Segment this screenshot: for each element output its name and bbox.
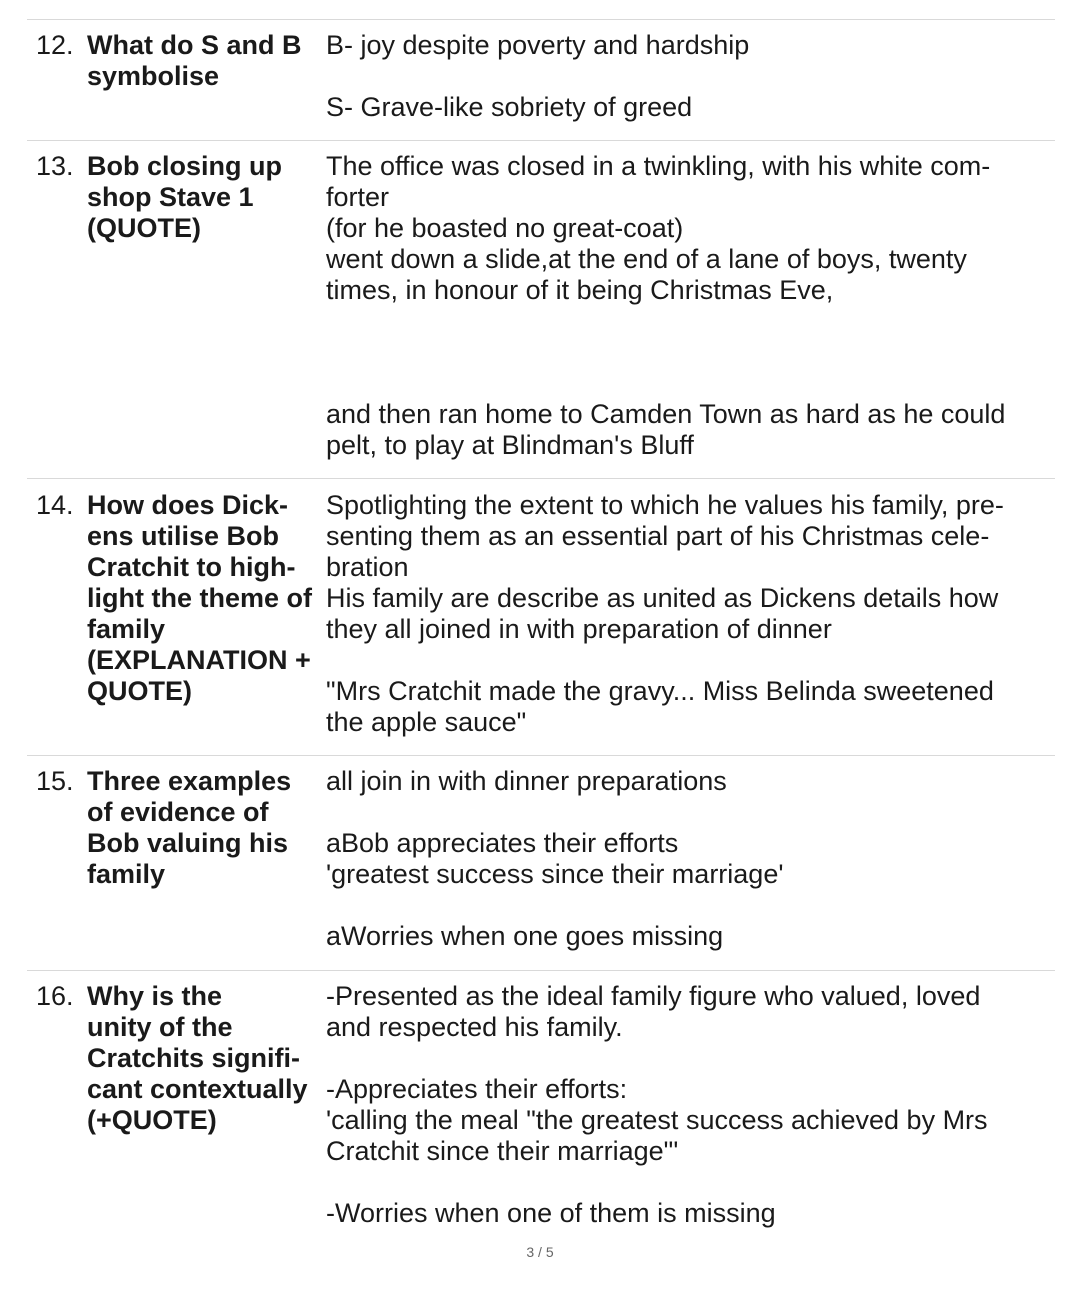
answer-line: senting them as an essential part of his Christmas cele- <box>326 521 990 551</box>
question-line: (EXPLANATION + <box>87 645 311 675</box>
answer-line: pelt, to play at Blindman's Bluff <box>326 430 694 460</box>
answer-line: -Presented as the ideal family figure who valued, loved <box>326 981 981 1011</box>
question-cell <box>87 151 327 244</box>
question-line: unity of the <box>87 1012 233 1042</box>
answer-line: -Appreciates their efforts: <box>326 1074 628 1104</box>
question-line: QUOTE) <box>87 676 192 706</box>
question-cell <box>87 981 327 1136</box>
answer-line: 'greatest success since their marriage' <box>326 859 784 889</box>
row-number: 13. <box>36 151 74 181</box>
row-number: 15. <box>36 766 74 796</box>
answer-line: Cratchit since their marriage"' <box>326 1136 679 1166</box>
question-line: Cratchit to high- <box>87 552 296 582</box>
row-divider <box>27 755 1055 756</box>
row-divider <box>27 970 1055 971</box>
question-line: How does Dick- <box>87 490 289 520</box>
answer-line: aBob appreciates their efforts <box>326 828 679 858</box>
question-line: Bob valuing his <box>87 828 289 858</box>
question-line: symbolise <box>87 61 220 91</box>
question-cell <box>87 30 327 92</box>
question-cell <box>87 766 327 890</box>
answer-line: The office was closed in a twinkling, with his white com- <box>326 151 991 181</box>
row-divider <box>27 478 1055 479</box>
answer-cell <box>326 30 1046 123</box>
answer-line: B- joy despite poverty and hardship <box>326 30 750 60</box>
row-number: 16. <box>36 981 74 1011</box>
answer-line: aWorries when one goes missing <box>326 921 724 951</box>
question-cell <box>87 490 327 707</box>
answer-line: "Mrs Cratchit made the gravy... Miss Belinda sweetened <box>326 676 994 706</box>
answer-line: and respected his family. <box>326 1012 623 1042</box>
row-number: 12. <box>36 30 74 60</box>
answer-cell <box>326 151 1046 461</box>
question-line: family <box>87 614 166 644</box>
answer-line: times, in honour of it being Christmas Eve, <box>326 275 834 305</box>
question-line: cant contextually <box>87 1074 308 1104</box>
question-line: Cratchits signifi- <box>87 1043 301 1073</box>
answer-line: Spotlighting the extent to which he values his family, pre- <box>326 490 1004 520</box>
answer-line: bration <box>326 552 409 582</box>
answer-line: they all joined in with preparation of dinner <box>326 614 832 644</box>
answer-cell <box>326 981 1046 1229</box>
question-line: Bob closing up <box>87 151 282 181</box>
answer-cell <box>326 490 1046 738</box>
question-line: of evidence of <box>87 797 269 827</box>
question-line: shop Stave 1 <box>87 182 254 212</box>
answer-line: S- Grave-like sobriety of greed <box>326 92 693 122</box>
answer-line: all join in with dinner preparations <box>326 766 727 796</box>
answer-cell <box>326 766 1046 952</box>
rule-top <box>27 19 1055 20</box>
row-divider <box>27 140 1055 141</box>
question-line: Why is the <box>87 981 223 1011</box>
answer-line: went down a slide,at the end of a lane of boys, twenty <box>326 244 967 274</box>
answer-line: and then ran home to Camden Town as hard as he could <box>326 399 1006 429</box>
question-line: (+QUOTE) <box>87 1105 217 1135</box>
page-indicator: 3 / 5 <box>526 1244 554 1260</box>
answer-line: 'calling the meal "the greatest success achieved by Mrs <box>326 1105 988 1135</box>
question-line: ens utilise Bob <box>87 521 280 551</box>
row-number: 14. <box>36 490 74 520</box>
question-line: light the theme of <box>87 583 312 613</box>
question-line: (QUOTE) <box>87 213 201 243</box>
question-line: family <box>87 859 166 889</box>
answer-line: His family are describe as united as Dickens details how <box>326 583 999 613</box>
answer-line: -Worries when one of them is missing <box>326 1198 776 1228</box>
answer-line: forter <box>326 182 390 212</box>
answer-line: (for he boasted no great-coat) <box>326 213 684 243</box>
answer-line: the apple sauce" <box>326 707 527 737</box>
question-line: What do S and B <box>87 30 302 60</box>
question-line: Three examples <box>87 766 292 796</box>
